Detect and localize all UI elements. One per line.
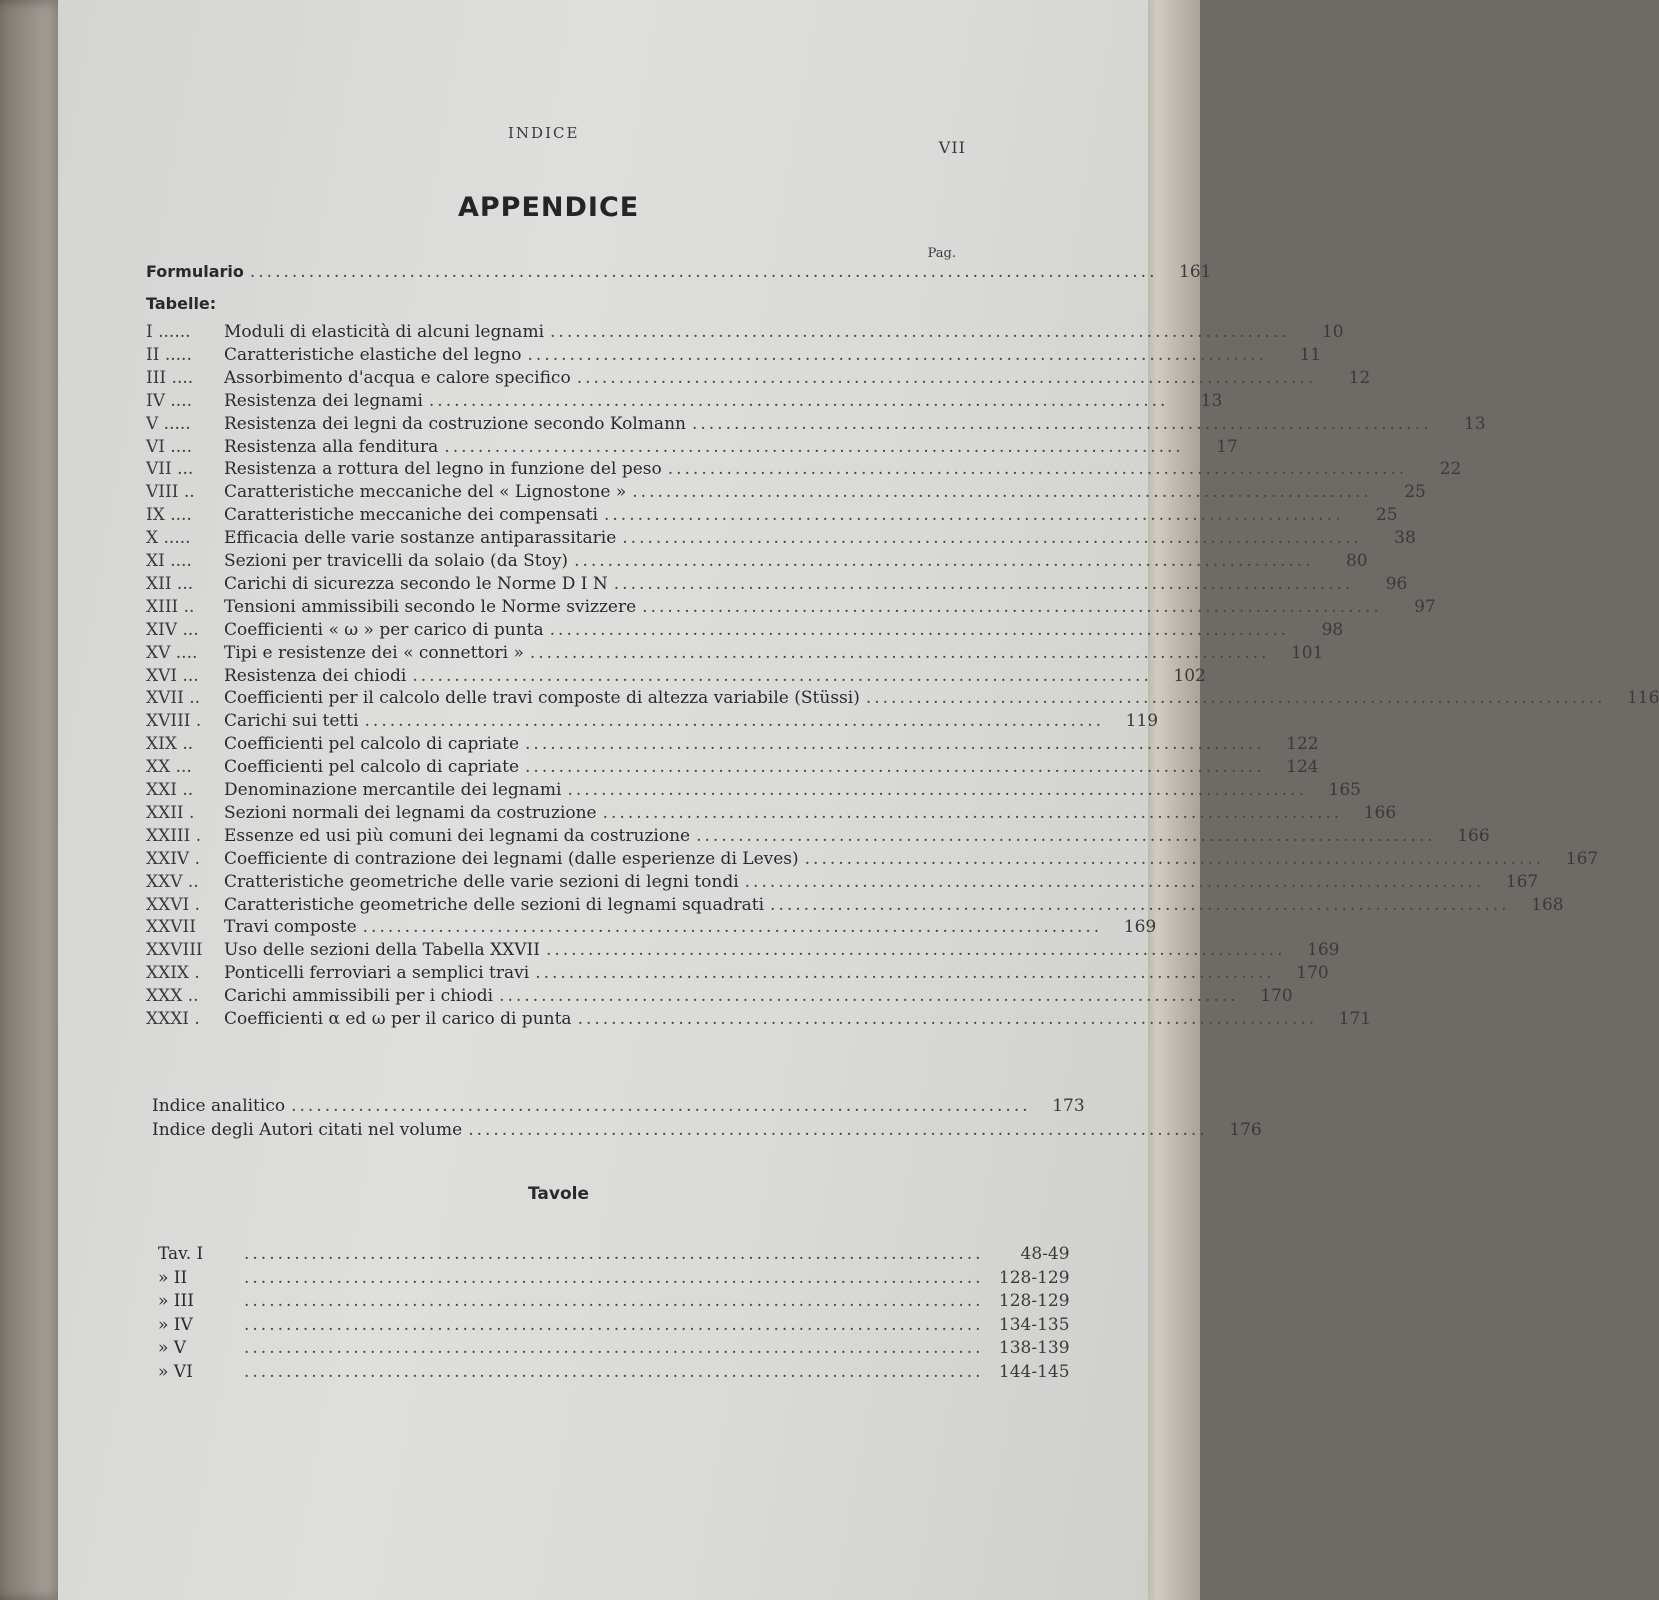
dot-leader: ........................................................................................ xyxy=(691,413,1432,434)
page-number: VII xyxy=(938,138,966,157)
tabella-row xyxy=(146,367,1371,388)
tabella-title: Ponticelli ferroviari a semplici travi xyxy=(224,963,530,984)
tabella-row xyxy=(146,322,1344,342)
tabella-number: XVIII . xyxy=(146,711,202,732)
tabella-row xyxy=(146,482,1426,503)
tabella-row xyxy=(146,413,1486,434)
tabella-number: V ..... xyxy=(146,413,191,434)
tabella-row xyxy=(146,619,1344,640)
dot-leader: ........................................................................................ xyxy=(865,688,1606,709)
tabella-page: 17 xyxy=(1216,436,1238,457)
tabella-row xyxy=(146,642,1324,663)
tavola-page: 134-135 xyxy=(998,1314,1070,1335)
dot-leader: ........................................................................................ xyxy=(574,551,1314,571)
tabella-title: Uso delle sezioni della Tabella XXVII xyxy=(224,940,540,961)
dot-leader: ........................................................................................ xyxy=(244,1291,984,1311)
tabella-page: 167 xyxy=(1505,871,1539,892)
tabella-number: IX .... xyxy=(146,505,192,526)
tabella-title: Resistenza alla fenditura xyxy=(224,436,439,457)
tabella-title: Resistenza a rottura del legno in funzione del peso xyxy=(224,459,662,480)
tabella-number: VIII .. xyxy=(146,482,195,503)
pag-label: Pag. xyxy=(927,246,956,261)
tabella-number: X ..... xyxy=(146,528,191,549)
dot-leader: ........................................................................................ xyxy=(804,848,1545,869)
tabella-number: XXV .. xyxy=(146,871,199,892)
tabella-page: 170 xyxy=(1296,963,1329,984)
tabella-row xyxy=(146,894,1564,915)
tabella-title: Travi composte xyxy=(224,917,357,938)
dot-leader: ........................................................................................ xyxy=(362,917,1103,938)
dot-leader: ........................................................................................ xyxy=(244,1361,984,1382)
tabella-page: 10 xyxy=(1321,322,1344,342)
tabella-number: XXVI . xyxy=(146,894,201,915)
tabella-row xyxy=(146,780,1361,800)
tabella-page: 166 xyxy=(1457,825,1490,846)
tabella-page: 101 xyxy=(1290,642,1324,663)
tabella-number: XXXI . xyxy=(146,1009,200,1029)
tabella-title: Coefficienti pel calcolo di capriate xyxy=(224,734,520,755)
tabella-number: XXI .. xyxy=(146,780,194,800)
tabella-number: XXIII . xyxy=(146,825,202,846)
tabella-title: Coefficienti « ω » per carico di punta xyxy=(224,619,544,640)
tavola-page: 128-129 xyxy=(998,1291,1070,1311)
tabella-title: Caratteristiche meccaniche del « Lignostone » xyxy=(224,482,627,503)
tabella-number: VI .... xyxy=(146,436,193,457)
tabella-page: 96 xyxy=(1385,573,1408,594)
dot-leader: ........................................................................................ xyxy=(770,894,1510,915)
tabella-number: XV .... xyxy=(146,642,198,663)
tavola-number: » II xyxy=(158,1267,188,1288)
tabella-page: 167 xyxy=(1565,848,1599,869)
tabella-title: Tensioni ammissibili secondo le Norme svizzere xyxy=(224,596,637,617)
tabella-number: XXII . xyxy=(146,802,195,823)
tabella-title: Coefficienti per il calcolo delle travi composte di altezza variabile (Stüssi) xyxy=(224,688,860,709)
tabella-page: 122 xyxy=(1286,734,1319,755)
tabella-number: XI .... xyxy=(146,551,192,571)
tabella-row xyxy=(146,871,1539,892)
dot-leader: ........................................................................................ xyxy=(291,1096,1031,1116)
toc-entry-title: Formulario xyxy=(146,262,244,281)
dot-leader: ........................................................................................ xyxy=(525,734,1265,755)
dot-leader: ........................................................................................ xyxy=(499,986,1239,1007)
tabella-page: 168 xyxy=(1531,894,1564,915)
tavola-page: 128-129 xyxy=(998,1267,1070,1288)
toc-entry-formulario xyxy=(146,262,1212,282)
dot-leader: ........................................................................................ xyxy=(576,367,1317,388)
tabelle-heading: Tabelle: xyxy=(146,294,217,313)
tabella-page: 22 xyxy=(1439,459,1462,480)
tabella-number: XVII .. xyxy=(146,688,201,709)
tabella-row xyxy=(146,802,1397,823)
tabella-row xyxy=(146,528,1416,549)
tavola-row xyxy=(158,1267,1070,1288)
tavola-number: Tav. I xyxy=(158,1244,204,1264)
dot-leader: ........................................................................................ xyxy=(613,573,1354,594)
tabella-page: 25 xyxy=(1404,482,1426,503)
tabella-title: Moduli di elasticità di alcuni legnami xyxy=(224,322,545,342)
tabella-number: II ..... xyxy=(146,344,192,365)
tavola-number: » III xyxy=(158,1291,194,1311)
section-title: APPENDICE xyxy=(458,192,640,223)
tabella-number: XXIX . xyxy=(146,963,200,984)
tabella-title: Sezioni normali dei legnami da costruzione xyxy=(224,802,597,823)
running-head: INDICE xyxy=(508,124,580,142)
dot-leader: ........................................................................................ xyxy=(535,963,1275,984)
tabella-number: XXX .. xyxy=(146,986,199,1007)
dot-leader: ........................................................................................ xyxy=(244,1267,984,1288)
tabella-page: 25 xyxy=(1375,505,1398,526)
dot-leader: ........................................................................................ xyxy=(412,665,1152,686)
dot-leader: ........................................................................................ xyxy=(549,619,1290,640)
tabella-row xyxy=(146,596,1436,617)
tabella-row xyxy=(146,551,1368,571)
dot-leader: ........................................................................................ xyxy=(545,940,1286,961)
tavola-number: » IV xyxy=(158,1314,193,1335)
dot-leader: ........................................................................................ xyxy=(567,780,1307,800)
dot-leader: ........................................................................................ xyxy=(244,1244,984,1264)
tabella-row xyxy=(146,940,1340,961)
tavola-row xyxy=(158,1361,1070,1382)
tabella-page: 170 xyxy=(1260,986,1293,1007)
tabella-title: Resistenza dei legni da costruzione secondo Kolmann xyxy=(224,413,686,434)
tabella-page: 98 xyxy=(1321,619,1344,640)
tabella-number: VII ... xyxy=(146,459,194,480)
tavola-row xyxy=(158,1338,1070,1358)
tabella-number: XX ... xyxy=(146,757,192,778)
dot-leader: ........................................................................................ xyxy=(642,596,1382,617)
dot-leader: ........................................................................................ xyxy=(468,1120,1208,1140)
tabella-page: 13 xyxy=(1200,390,1223,411)
tabella-page: 12 xyxy=(1348,367,1371,388)
tabella-row xyxy=(146,757,1319,778)
tabella-page: 124 xyxy=(1286,757,1319,778)
tabella-number: XIV ... xyxy=(146,619,199,640)
tabella-page: 165 xyxy=(1328,780,1361,800)
tabella-row xyxy=(146,505,1398,526)
dot-leader: ........................................................................................ xyxy=(529,642,1270,663)
tabella-page: 169 xyxy=(1307,940,1340,961)
tabella-row xyxy=(146,390,1223,411)
book-page xyxy=(58,0,1659,1600)
tabella-row xyxy=(146,734,1319,755)
tabella-title: Denominazione mercantile dei legnami xyxy=(224,780,562,800)
tabella-page: 171 xyxy=(1338,1009,1372,1029)
tabella-row xyxy=(146,665,1206,686)
tabella-row xyxy=(146,1009,1372,1029)
tabella-number: XIII .. xyxy=(146,596,195,617)
tabella-title: Essenze ed usi più comuni dei legnami da costruzione xyxy=(224,825,691,846)
indice-row xyxy=(152,1096,1085,1116)
tabella-row xyxy=(146,825,1490,846)
tavola-number: » VI xyxy=(158,1361,193,1382)
tavola-row xyxy=(158,1291,1070,1311)
tabella-title: Assorbimento d'acqua e calore specifico xyxy=(224,367,571,388)
tabella-page: 11 xyxy=(1299,344,1322,365)
indice-page: 176 xyxy=(1229,1120,1262,1140)
tabella-title: Caratteristiche meccaniche dei compensati xyxy=(224,505,598,526)
tabella-number: IV .... xyxy=(146,390,193,411)
tabella-title: Sezioni per travicelli da solaio (da Stoy) xyxy=(224,551,569,571)
tavola-page: 48-49 xyxy=(1020,1244,1070,1264)
tabella-page: 97 xyxy=(1414,596,1436,617)
tavole-heading: Tavole xyxy=(528,1184,589,1204)
tavola-row xyxy=(158,1244,1070,1264)
dot-leader: ........................................................................................ xyxy=(667,459,1408,480)
dot-leader: ............................................................................................................ xyxy=(249,262,1158,282)
dot-leader: ........................................................................................ xyxy=(632,482,1372,503)
tabella-title: Carichi ammissibili per i chiodi xyxy=(224,986,494,1007)
tabella-title: Resistenza dei chiodi xyxy=(224,665,407,686)
tabella-page: 166 xyxy=(1363,802,1397,823)
tabella-page: 80 xyxy=(1345,551,1368,571)
tabella-title: Coefficienti α ed ω per il carico di punta xyxy=(224,1009,572,1029)
toc-entry-page: 161 xyxy=(1179,262,1212,282)
tabella-title: Coefficiente di contrazione dei legnami (dalle esperienze di Leves) xyxy=(224,848,799,869)
tabella-row xyxy=(146,986,1293,1007)
tabella-title: Carichi di sicurezza secondo le Norme D I N xyxy=(224,573,608,594)
tabella-title: Cratteristiche geometriche delle varie sezioni di legni tondi xyxy=(224,871,739,892)
tabella-row xyxy=(146,848,1599,869)
dot-leader: ........................................................................................ xyxy=(603,505,1344,526)
tabella-title: Tipi e resistenze dei « connettori » xyxy=(224,642,524,663)
dot-leader: ........................................................................................ xyxy=(622,528,1362,549)
dot-leader: ........................................................................................ xyxy=(244,1338,984,1358)
dot-leader: ........................................................................................ xyxy=(364,711,1105,732)
tabella-page: 119 xyxy=(1125,711,1159,732)
tabella-number: XXVIII xyxy=(146,940,203,961)
tabella-number: III .... xyxy=(146,367,194,388)
tabella-row xyxy=(146,436,1238,457)
tabella-row xyxy=(146,573,1408,594)
tabella-row xyxy=(146,963,1329,984)
dot-leader: ........................................................................................ xyxy=(428,390,1169,411)
dot-leader: ........................................................................................ xyxy=(744,871,1485,892)
indice-title: Indice analitico xyxy=(152,1096,286,1116)
dot-leader: ........................................................................................ xyxy=(696,825,1436,846)
tabella-row xyxy=(146,344,1322,365)
dot-leader: ........................................................................................ xyxy=(550,322,1290,342)
tabella-number: XVI ... xyxy=(146,665,199,686)
dot-leader: ........................................................................................ xyxy=(444,436,1184,457)
tabella-title: Caratteristiche geometriche delle sezioni di legnami squadrati xyxy=(224,894,765,915)
dot-leader: ........................................................................................ xyxy=(244,1314,984,1335)
tabella-page: 116 xyxy=(1626,688,1659,709)
tabella-number: XXIV . xyxy=(146,848,201,869)
dot-leader: ........................................................................................ xyxy=(525,757,1265,778)
tabella-row xyxy=(146,459,1462,480)
tabella-page: 13 xyxy=(1463,413,1486,434)
tavola-number: » V xyxy=(158,1338,187,1358)
indice-page: 173 xyxy=(1052,1096,1085,1116)
tavola-page: 144-145 xyxy=(998,1361,1070,1382)
tabella-title: Efficacia delle varie sostanze antiparassitarie xyxy=(224,528,617,549)
tabella-row xyxy=(146,688,1659,709)
tabella-title: Resistenza dei legnami xyxy=(224,390,423,411)
tavola-page: 138-139 xyxy=(998,1338,1070,1358)
tabella-page: 102 xyxy=(1173,665,1206,686)
tabella-title: Coefficienti pel calcolo di capriate xyxy=(224,757,520,778)
tabella-title: Carichi sui tetti xyxy=(224,711,359,732)
dot-leader: ........................................................................................ xyxy=(602,802,1343,823)
tavola-row xyxy=(158,1314,1070,1335)
tabella-page: 38 xyxy=(1394,528,1416,549)
dot-leader: ........................................................................................ xyxy=(527,344,1268,365)
tabella-page: 169 xyxy=(1123,917,1157,938)
indice-row xyxy=(152,1120,1262,1140)
tabella-number: XII ... xyxy=(146,573,194,594)
dot-leader: ........................................................................................ xyxy=(577,1009,1318,1029)
tabella-number: I ...... xyxy=(146,322,191,342)
indice-title: Indice degli Autori citati nel volume xyxy=(152,1120,463,1140)
tabella-number: XXVII xyxy=(146,917,196,938)
tabella-row xyxy=(146,917,1157,938)
tabella-title: Caratteristiche elastiche del legno xyxy=(224,344,522,365)
tabella-number: XIX .. xyxy=(146,734,194,755)
tabella-row xyxy=(146,711,1159,732)
